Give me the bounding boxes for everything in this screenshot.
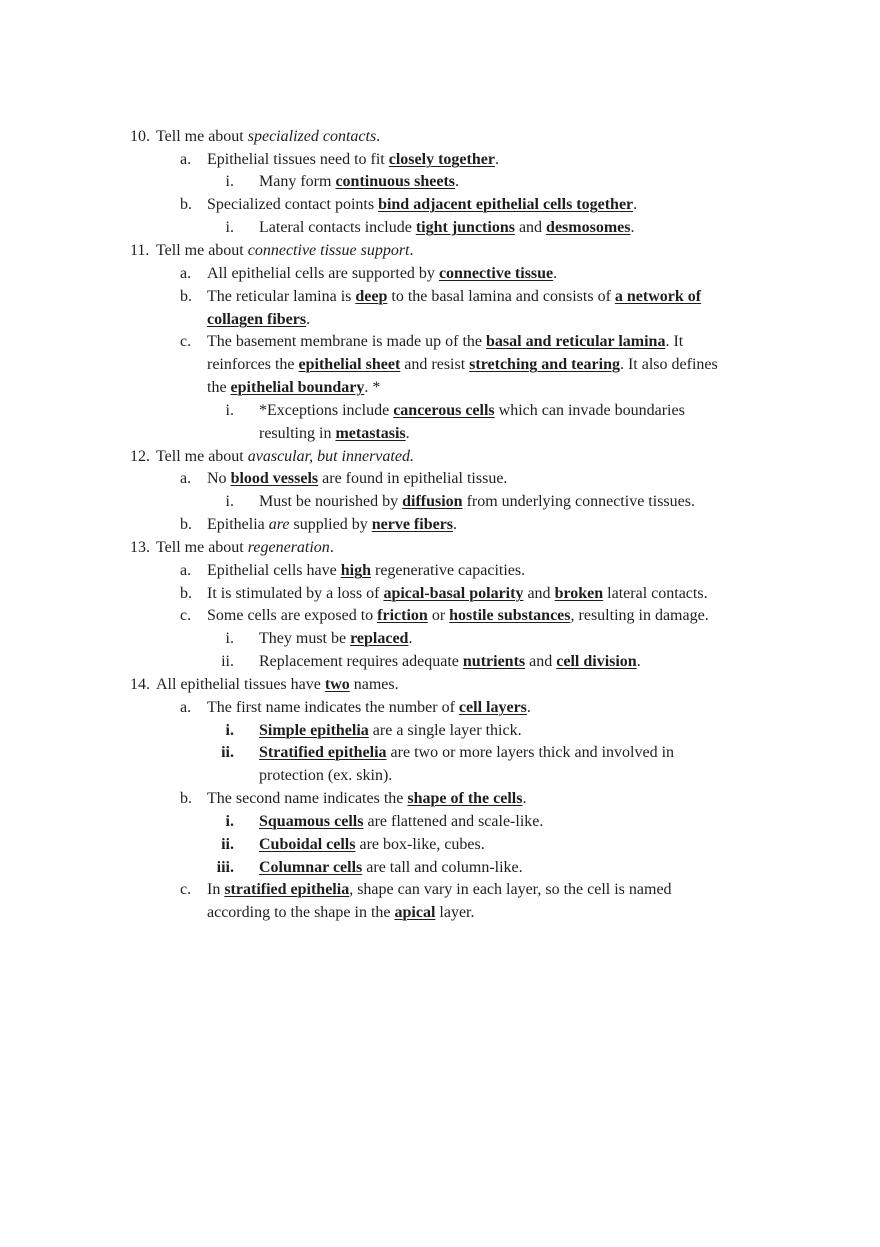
emphasis-text: connective tissue support [247, 242, 410, 259]
text-run: The basement membrane is made up of the [207, 333, 487, 350]
emphasis-text: specialized contacts [247, 128, 377, 145]
item-marker: 10. [130, 128, 150, 145]
item-marker: b. [180, 196, 192, 213]
text-run: are flattened and scale-like. [363, 813, 544, 830]
subitem-continuation-line [207, 903, 474, 923]
subitem-line [207, 150, 499, 170]
key-term: metastasis [335, 425, 406, 442]
text-run: to the basal lamina and consists of [387, 288, 615, 305]
text-run: regenerative capacities. [370, 562, 526, 579]
text-run: It is stimulated by a loss of [207, 585, 384, 602]
item-marker: a. [180, 151, 192, 168]
subitem-line [207, 332, 683, 352]
key-term: epithelial sheet [298, 356, 401, 373]
text-run: supplied by [289, 516, 372, 533]
text-run: which can invade boundaries [494, 402, 685, 419]
item-marker: 11. [130, 242, 150, 259]
item-marker: i. [225, 813, 234, 830]
detail-line [259, 721, 522, 741]
item-marker: a. [180, 470, 192, 487]
text-run: In [207, 881, 225, 898]
item-marker: a. [180, 265, 192, 282]
key-term: blood vessels [230, 470, 319, 487]
item-marker: c. [180, 333, 192, 350]
text-run: Epithelial cells have [207, 562, 341, 579]
key-term: Columnar cells [259, 859, 363, 876]
question-line [156, 447, 414, 467]
detail-line [259, 492, 695, 512]
text-run: They must be [259, 630, 351, 647]
key-term: stratified epithelia [224, 881, 350, 898]
text-run: . [455, 173, 460, 190]
key-term: nutrients [462, 653, 526, 670]
subitem-line [207, 584, 708, 604]
subitem-line [207, 264, 557, 284]
text-run: . [636, 653, 641, 670]
text-run: The first name indicates the number of [207, 699, 459, 716]
text-run: Epithelia [207, 516, 269, 533]
key-term: broken [554, 585, 604, 602]
subitem-line [207, 561, 525, 581]
text-run: Many form [259, 173, 336, 190]
key-term: friction [377, 607, 428, 624]
text-run: *Exceptions include [259, 402, 394, 419]
text-run: Some cells are exposed to [207, 607, 378, 624]
text-run: and [523, 585, 555, 602]
key-term: high [340, 562, 371, 579]
text-run: All epithelial cells are supported by [207, 265, 439, 282]
detail-line [259, 743, 674, 763]
text-run: and resist [400, 356, 470, 373]
text-run: . [633, 196, 638, 213]
item-marker: i. [225, 219, 234, 236]
text-run: or [427, 607, 450, 624]
item-marker: i. [225, 402, 234, 419]
detail-line [259, 812, 543, 832]
key-term: two [324, 676, 350, 693]
item-marker: 13. [130, 539, 150, 556]
item-marker: a. [180, 562, 192, 579]
text-run: are box-like, cubes. [355, 836, 485, 853]
text-run: , resulting in damage. [570, 607, 709, 624]
detail-line [259, 835, 485, 855]
subitem-line [207, 606, 709, 626]
text-run: . [408, 630, 413, 647]
text-run: are a single layer thick. [368, 722, 522, 739]
text-run: The second name indicates the [207, 790, 408, 807]
key-term: closely together [388, 151, 495, 168]
text-run: are found in epithelial tissue. [318, 470, 508, 487]
text-run: . [405, 425, 410, 442]
text-run: reinforces the [207, 356, 299, 373]
item-marker: c. [180, 881, 192, 898]
key-term: desmosomes [546, 219, 631, 236]
text-run: according to the shape in the [207, 904, 395, 921]
text-run: No [207, 470, 231, 487]
text-run: The reticular lamina is [207, 288, 356, 305]
detail-line [259, 629, 412, 649]
text-run: . [376, 128, 381, 145]
text-run: protection (ex. skin). [259, 767, 393, 784]
text-run: Specialized contact points [207, 196, 379, 213]
text-run: Tell me about [156, 539, 248, 556]
item-marker: iii. [216, 859, 234, 876]
key-term: bind adjacent epithelial cells together [378, 196, 634, 213]
text-run: layer. [435, 904, 475, 921]
item-marker: b. [180, 585, 192, 602]
text-run: , shape can vary in each layer, so the cell is named [349, 881, 672, 898]
key-term: Simple epithelia [259, 722, 369, 739]
item-marker: a. [180, 699, 192, 716]
text-run: resulting in [259, 425, 336, 442]
subitem-line [207, 789, 526, 809]
question-line [156, 675, 399, 695]
text-run: Tell me about [156, 128, 248, 145]
text-run: . [329, 539, 334, 556]
emphasis-text: regeneration [247, 539, 330, 556]
subitem-continuation-line [207, 378, 380, 398]
question-line [156, 127, 380, 147]
key-term: nerve fibers [371, 516, 454, 533]
subitem-line [207, 195, 637, 215]
subitem-continuation-line [207, 310, 310, 330]
text-run: All epithelial tissues have [156, 676, 325, 693]
detail-line [259, 858, 523, 878]
question-line [156, 241, 414, 261]
key-term: replaced [350, 630, 409, 647]
key-term: deep [355, 288, 388, 305]
key-term: stretching and tearing [469, 356, 620, 373]
detail-line [259, 172, 459, 192]
emphasis-text: are [268, 516, 290, 533]
text-run: . * [364, 379, 381, 396]
text-run: from underlying connective tissues. [462, 493, 695, 510]
item-marker: 14. [130, 676, 150, 693]
subitem-line [207, 515, 457, 535]
item-marker: ii. [221, 836, 234, 853]
item-marker: b. [180, 790, 192, 807]
text-run: . [526, 699, 531, 716]
question-line [156, 538, 334, 558]
item-marker: 12. [130, 448, 150, 465]
item-marker: c. [180, 607, 192, 624]
text-run: are tall and column-like. [362, 859, 523, 876]
key-term: basal and reticular lamina [486, 333, 666, 350]
key-term: continuous sheets [335, 173, 456, 190]
subitem-continuation-line [207, 355, 718, 375]
key-term: diffusion [402, 493, 463, 510]
item-marker: i. [225, 722, 234, 739]
text-run: . [522, 790, 527, 807]
detail-line [259, 652, 641, 672]
item-marker: i. [225, 493, 234, 510]
key-term: Cuboidal cells [259, 836, 356, 853]
detail-continuation-line [259, 766, 392, 786]
detail-line [259, 218, 634, 238]
text-run: are two or more layers thick and involved in [386, 744, 675, 761]
text-run: Replacement requires adequate [259, 653, 463, 670]
text-run: Tell me about [156, 242, 248, 259]
text-run: . [306, 311, 311, 328]
subitem-line [207, 287, 701, 307]
key-term: cell layers [458, 699, 527, 716]
item-marker: b. [180, 288, 192, 305]
text-run: and [514, 219, 547, 236]
key-term: Squamous cells [259, 813, 364, 830]
text-run: . [553, 265, 558, 282]
key-term: collagen fibers [207, 311, 307, 328]
text-run: the [207, 379, 231, 396]
subitem-line [207, 698, 531, 718]
emphasis-text: avascular, but innervated. [247, 448, 414, 465]
key-term: hostile substances [449, 607, 571, 624]
item-marker: ii. [221, 653, 234, 670]
key-term: Stratified epithelia [259, 744, 387, 761]
item-marker: i. [225, 173, 234, 190]
key-term: tight junctions [415, 219, 515, 236]
key-term: a network of [614, 288, 702, 305]
text-run: names. [349, 676, 399, 693]
item-marker: i. [225, 630, 234, 647]
text-run: . [494, 151, 499, 168]
text-run: Lateral contacts include [259, 219, 416, 236]
key-term: connective tissue [438, 265, 554, 282]
text-run: . [409, 242, 414, 259]
subitem-line [207, 880, 672, 900]
key-term: shape of the cells [407, 790, 523, 807]
key-term: apical [394, 904, 436, 921]
key-term: cancerous cells [393, 402, 495, 419]
key-term: epithelial boundary [230, 379, 365, 396]
text-run: Tell me about [156, 448, 248, 465]
key-term: cell division [556, 653, 637, 670]
text-run: . [453, 516, 458, 533]
text-run: Epithelial tissues need to fit [207, 151, 389, 168]
item-marker: b. [180, 516, 192, 533]
text-run: . [630, 219, 635, 236]
text-run: . It [665, 333, 684, 350]
text-run: Must be nourished by [259, 493, 403, 510]
subitem-line [207, 469, 507, 489]
text-run: and [525, 653, 557, 670]
detail-line [259, 401, 685, 421]
key-term: apical-basal polarity [383, 585, 524, 602]
detail-continuation-line [259, 424, 410, 444]
text-run: . It also defines [619, 356, 718, 373]
item-marker: ii. [221, 744, 234, 761]
text-run: lateral contacts. [603, 585, 708, 602]
